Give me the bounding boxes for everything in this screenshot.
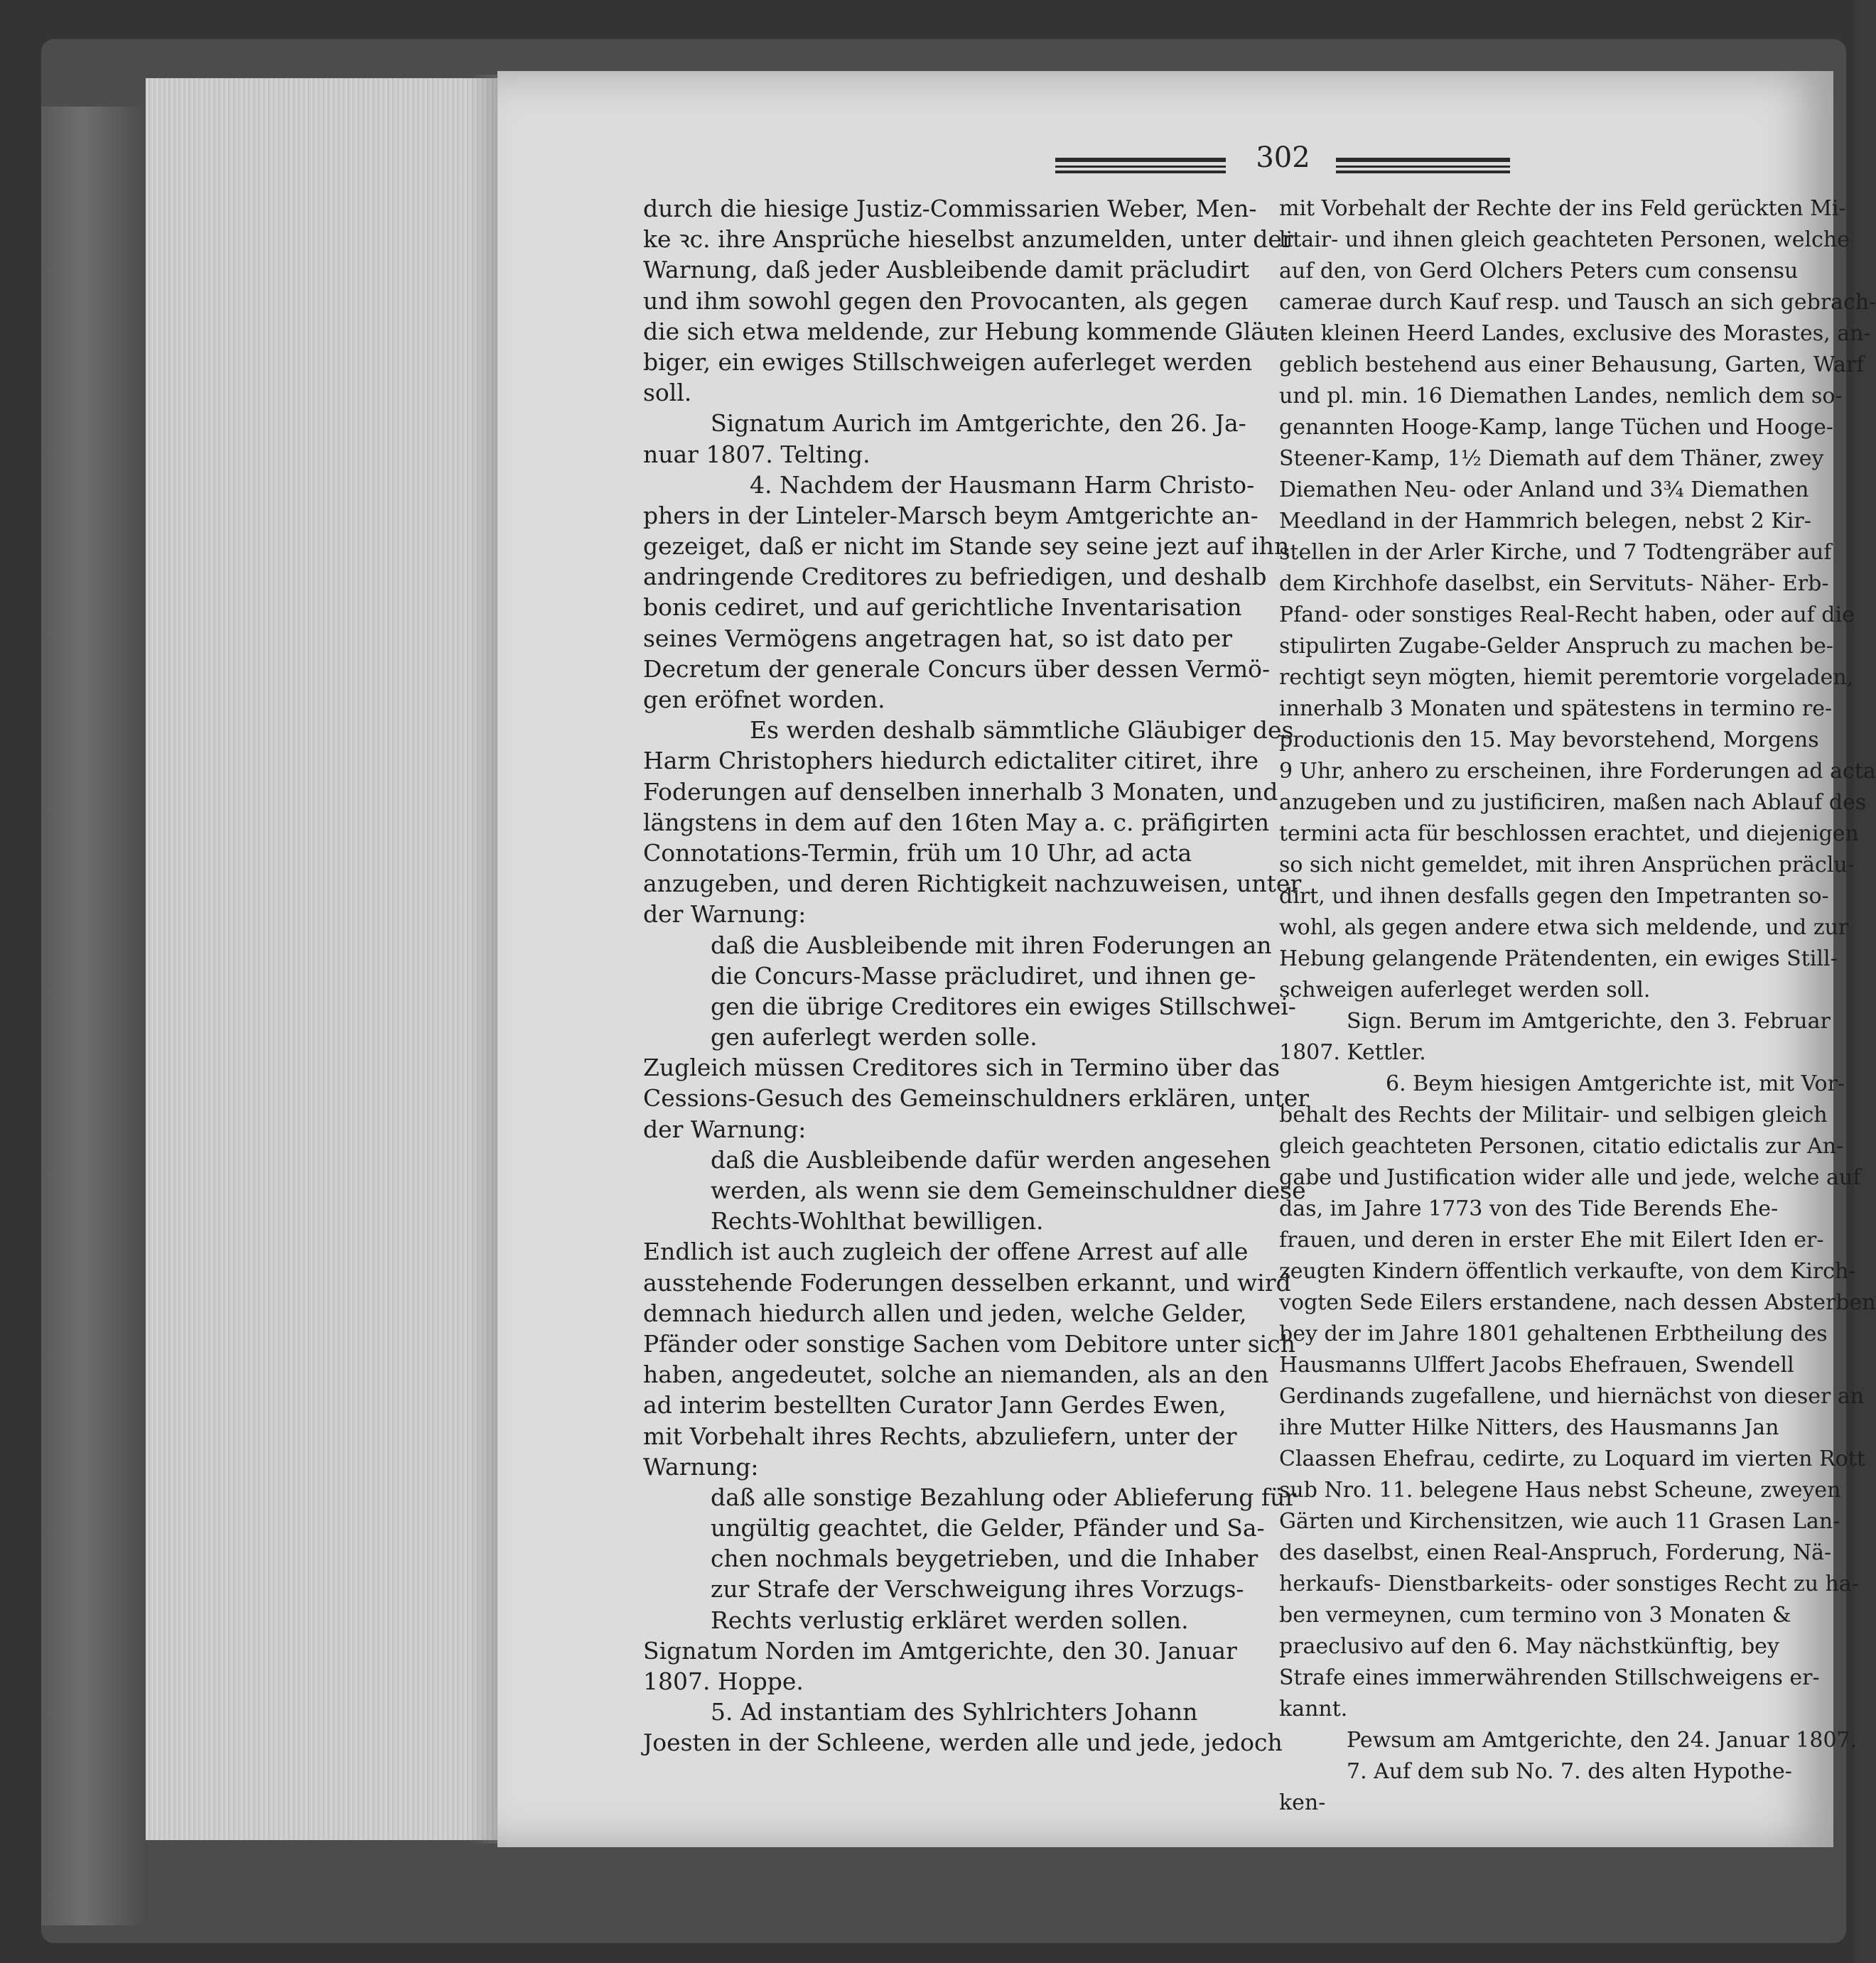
text-line: das, im Jahre 1773 von des Tide Berends Ehe- (1279, 1196, 1779, 1221)
text-line: Steener-Kamp, 1½ Diemath auf dem Thäner, zwey (1279, 446, 1824, 471)
text-line: geblich bestehend aus einer Behausung, Garten, Warf (1279, 352, 1865, 377)
text-line: ungültig geachtet, die Gelder, Pfänder und Sa- (711, 1514, 1265, 1542)
left-text-column (643, 193, 1310, 1758)
text-line: rechtigt seyn mögten, hiemit peremtorie vorgeladen, (1279, 665, 1854, 690)
header-rule-right (1336, 158, 1510, 173)
text-line: Diemathen Neu- oder Anland und 3¾ Diemathen (1279, 477, 1809, 502)
text-line: 9 Uhr, anhero zu erscheinen, ihre Forderungen ad acta (1279, 759, 1876, 784)
text-line: Pfand- oder sonstiges Real-Recht haben, oder auf die (1279, 602, 1855, 627)
text-line: mit Vorbehalt ihres Rechts, abzuliefern, unter der (643, 1422, 1237, 1450)
text-line: daß alle sonstige Bezahlung oder Ablieferung für (711, 1483, 1297, 1511)
text-line: biger, ein ewiges Stillschweigen auferleget werden (643, 347, 1253, 376)
text-line: Strafe eines immerwährenden Stillschweigens er- (1279, 1665, 1820, 1690)
text-line: chen nochmals beygetrieben, und die Inhaber (711, 1545, 1258, 1573)
text-line: des daselbst, einen Real-Anspruch, Forderung, Nä- (1279, 1540, 1832, 1565)
text-line: ke ꝛc. ihre Ansprüche hieselbst anzumelden, unter der (643, 225, 1293, 254)
text-line: ausstehende Foderungen desselben erkannt, und wird (643, 1268, 1291, 1297)
text-line: andringende Creditores zu befriedigen, und deshalb (643, 563, 1267, 591)
page-number: 302 (1256, 141, 1310, 174)
text-line: kannt. (1279, 1697, 1348, 1721)
text-line: Hebung gelangende Prätendenten, ein ewiges Still- (1279, 946, 1838, 971)
text-line: 4. Nachdem der Hausmann Harm Christo- (750, 470, 1255, 499)
text-line: 1807. Kettler. (1279, 1040, 1426, 1065)
text-line: litair- und ihnen gleich geachteten Personen, welche (1279, 227, 1850, 252)
text-line: ihre Mutter Hilke Nitters, des Hausmanns Jan (1279, 1415, 1779, 1440)
text-line: demnach hiedurch allen und jeden, welche Gelder, (643, 1299, 1247, 1327)
text-line: Es werden deshalb sämmtliche Gläubiger des (750, 716, 1294, 745)
text-line: gleich geachteten Personen, citatio edictalis zur An- (1279, 1134, 1844, 1159)
text-line: termini acta für beschlossen erachtet, und diejenigen (1279, 821, 1859, 846)
text-line: und pl. min. 16 Diemathen Landes, nemlich dem so- (1279, 384, 1843, 409)
text-line: Signatum Norden im Amtgerichte, den 30. Januar (643, 1636, 1237, 1665)
text-line: zur Strafe der Verschweigung ihres Vorzugs- (711, 1575, 1244, 1604)
text-line: Warnung: (643, 1452, 759, 1481)
text-line: genannten Hooge-Kamp, lange Tüchen und Hooge- (1279, 415, 1833, 440)
text-line: die Concurs-Masse präcludiret, und ihnen ge- (711, 961, 1256, 990)
text-line: 5. Ad instantiam des Syhlrichters Johann (711, 1698, 1198, 1726)
text-line: zeugten Kindern öffentlich verkaufte, von dem Kirch- (1279, 1259, 1856, 1284)
text-line: 6. Beym hiesigen Amtgerichte ist, mit Vor- (1386, 1071, 1845, 1096)
text-line: bey der im Jahre 1801 gehaltenen Erbtheilung des (1279, 1321, 1828, 1346)
text-line: daß die Ausbleibende dafür werden angesehen (711, 1145, 1271, 1174)
text-line: mit Vorbehalt der Rechte der ins Feld gerückten Mi- (1279, 196, 1846, 221)
text-line: haben, angedeutet, solche an niemanden, als an den (643, 1361, 1269, 1389)
text-line: Harm Christophers hiedurch edictaliter citiret, ihre (643, 747, 1259, 775)
text-line: schweigen auferleget werden soll. (1279, 978, 1651, 1002)
page-block-edge (146, 78, 501, 1840)
text-line: Zugleich müssen Creditores sich in Termino über das (643, 1054, 1281, 1082)
text-line: herkaufs- Dienstbarkeits- oder sonstiges Recht zu ha- (1279, 1572, 1859, 1596)
text-line: gen eröfnet worden. (643, 686, 885, 713)
text-line: innerhalb 3 Monaten und spätestens in termino re- (1279, 696, 1833, 721)
text-line: sub Nro. 11. belegene Haus nebst Scheune, zweyen (1279, 1478, 1841, 1503)
text-line: productionis den 15. May bevorstehend, Morgens (1279, 728, 1819, 752)
text-line: Gerdinands zugefallene, und hiernächst von dieser an (1279, 1384, 1865, 1409)
text-line: Gärten und Kirchensitzen, wie auch 11 Grasen Lan- (1279, 1509, 1840, 1534)
text-line: frauen, und deren in erster Ehe mit Eilert Iden er- (1279, 1228, 1824, 1253)
text-line: und ihm sowohl gegen den Provocanten, als gegen (643, 286, 1249, 315)
text-line: Foderungen auf denselben innerhalb 3 Monaten, und (643, 777, 1278, 806)
text-line: Endlich ist auch zugleich der offene Arrest auf alle (643, 1238, 1249, 1266)
text-line: soll. (643, 379, 692, 407)
text-line: Pfänder oder sonstige Sachen vom Debitore unter sich (643, 1329, 1295, 1358)
text-line: Sign. Berum im Amtgerichte, den 3. Februar (1347, 1009, 1831, 1034)
text-line: Meedland in der Hammrich belegen, nebst 2 Kir- (1279, 509, 1811, 534)
text-line: gen auferlegt werden solle. (711, 1023, 1037, 1051)
text-line: vogten Sede Eilers erstandene, nach dessen Absterben (1279, 1290, 1876, 1315)
book-binding (41, 107, 148, 1925)
text-line: gezeiget, daß er nicht im Stande sey seine jezt auf ihn (643, 532, 1290, 561)
text-line: längstens in dem auf den 16ten May a. c. präfigirten (643, 808, 1270, 836)
text-line: werden, als wenn sie dem Gemeinschuldner diese (711, 1177, 1306, 1204)
right-text-column (1279, 193, 1876, 1819)
text-line: anzugeben und zu justificiren, maßen nach Ablauf des (1279, 790, 1867, 815)
text-line: Rechts verlustig erkläret werden sollen. (711, 1606, 1189, 1634)
text-line: der Warnung: (643, 900, 807, 929)
text-line: stipulirten Zugabe-Gelder Anspruch zu machen be- (1279, 634, 1833, 659)
text-line: durch die hiesige Justiz-Commissarien Weber, Men- (643, 195, 1257, 222)
text-line: Joesten in der Schleene, werden alle und jede, jedoch (643, 1729, 1283, 1757)
text-line: die sich etwa meldende, zur Hebung kommende Gläu- (643, 317, 1288, 345)
text-line: Signatum Aurich im Amtgerichte, den 26. Ja- (711, 409, 1246, 438)
text-line: anzugeben, und deren Richtigkeit nachzuweisen, unter (643, 870, 1302, 898)
text-line: bonis cediret, und auf gerichtliche Inventarisation (643, 593, 1242, 622)
text-line: Warnung, daß jeder Ausbleibende damit präcludirt (643, 256, 1250, 284)
text-line: Pewsum am Amtgerichte, den 24. Januar 1807. (1347, 1728, 1858, 1753)
text-line: daß die Ausbleibende mit ihren Foderungen an (711, 931, 1272, 959)
header-rule-left (1055, 158, 1226, 173)
text-line: Claassen Ehefrau, cedirte, zu Loquard im vierten Rott (1279, 1446, 1865, 1471)
text-line: Hausmanns Ulffert Jacobs Ehefrauen, Swendell (1279, 1353, 1794, 1378)
text-line: so sich nicht gemeldet, mit ihren Ansprüchen präclu- (1279, 853, 1855, 877)
text-line: seines Vermögens angetragen hat, so ist dato per (643, 624, 1233, 652)
text-line: praeclusivo auf den 6. May nächstkünftig, bey (1279, 1634, 1779, 1659)
text-line: Cessions-Gesuch des Gemeinschuldners erklären, unter (643, 1084, 1310, 1113)
text-line: dirt, und ihnen desfalls gegen den Impetranten so- (1279, 884, 1829, 909)
text-line: 7. Auf dem sub No. 7. des alten Hypothe- (1347, 1759, 1792, 1784)
text-line: behalt des Rechts der Militair- und selbigen gleich (1279, 1103, 1828, 1127)
text-line: stellen in der Arler Kirche, und 7 Todtengräber auf (1279, 540, 1832, 565)
text-line: gabe und Justification wider alle und jede, welche auf (1279, 1165, 1861, 1190)
text-line: Rechts-Wohlthat bewilligen. (711, 1207, 1044, 1235)
text-line: dem Kirchhofe daselbst, ein Servituts- Näher- Erb- (1279, 571, 1829, 596)
text-line: nuar 1807. Telting. (643, 440, 870, 468)
text-line: Connotations-Termin, früh um 10 Uhr, ad acta (643, 838, 1192, 867)
text-line: 1807. Hoppe. (643, 1667, 804, 1695)
text-line: der Warnung: (643, 1115, 807, 1143)
text-line: ben vermeynen, cum termino von 3 Monaten & (1279, 1603, 1791, 1628)
text-line: ad interim bestellten Curator Jann Gerdes Ewen, (643, 1391, 1227, 1419)
text-line: camerae durch Kauf resp. und Tausch an sich gebrach- (1279, 290, 1876, 315)
text-line: auf den, von Gerd Olchers Peters cum consensu (1279, 259, 1799, 283)
text-line: phers in der Linteler-Marsch beym Amtgerichte an- (643, 501, 1258, 529)
text-line: gen die übrige Creditores ein ewiges Stillschwei- (711, 992, 1296, 1020)
text-line: ten kleinen Heerd Landes, exclusive des Morastes, an- (1279, 321, 1871, 346)
text-line: wohl, als gegen andere etwa sich meldende, und zur (1279, 915, 1849, 940)
text-line: Decretum der generale Concurs über dessen Vermö- (643, 654, 1271, 683)
text-line: ken- (1279, 1790, 1326, 1815)
